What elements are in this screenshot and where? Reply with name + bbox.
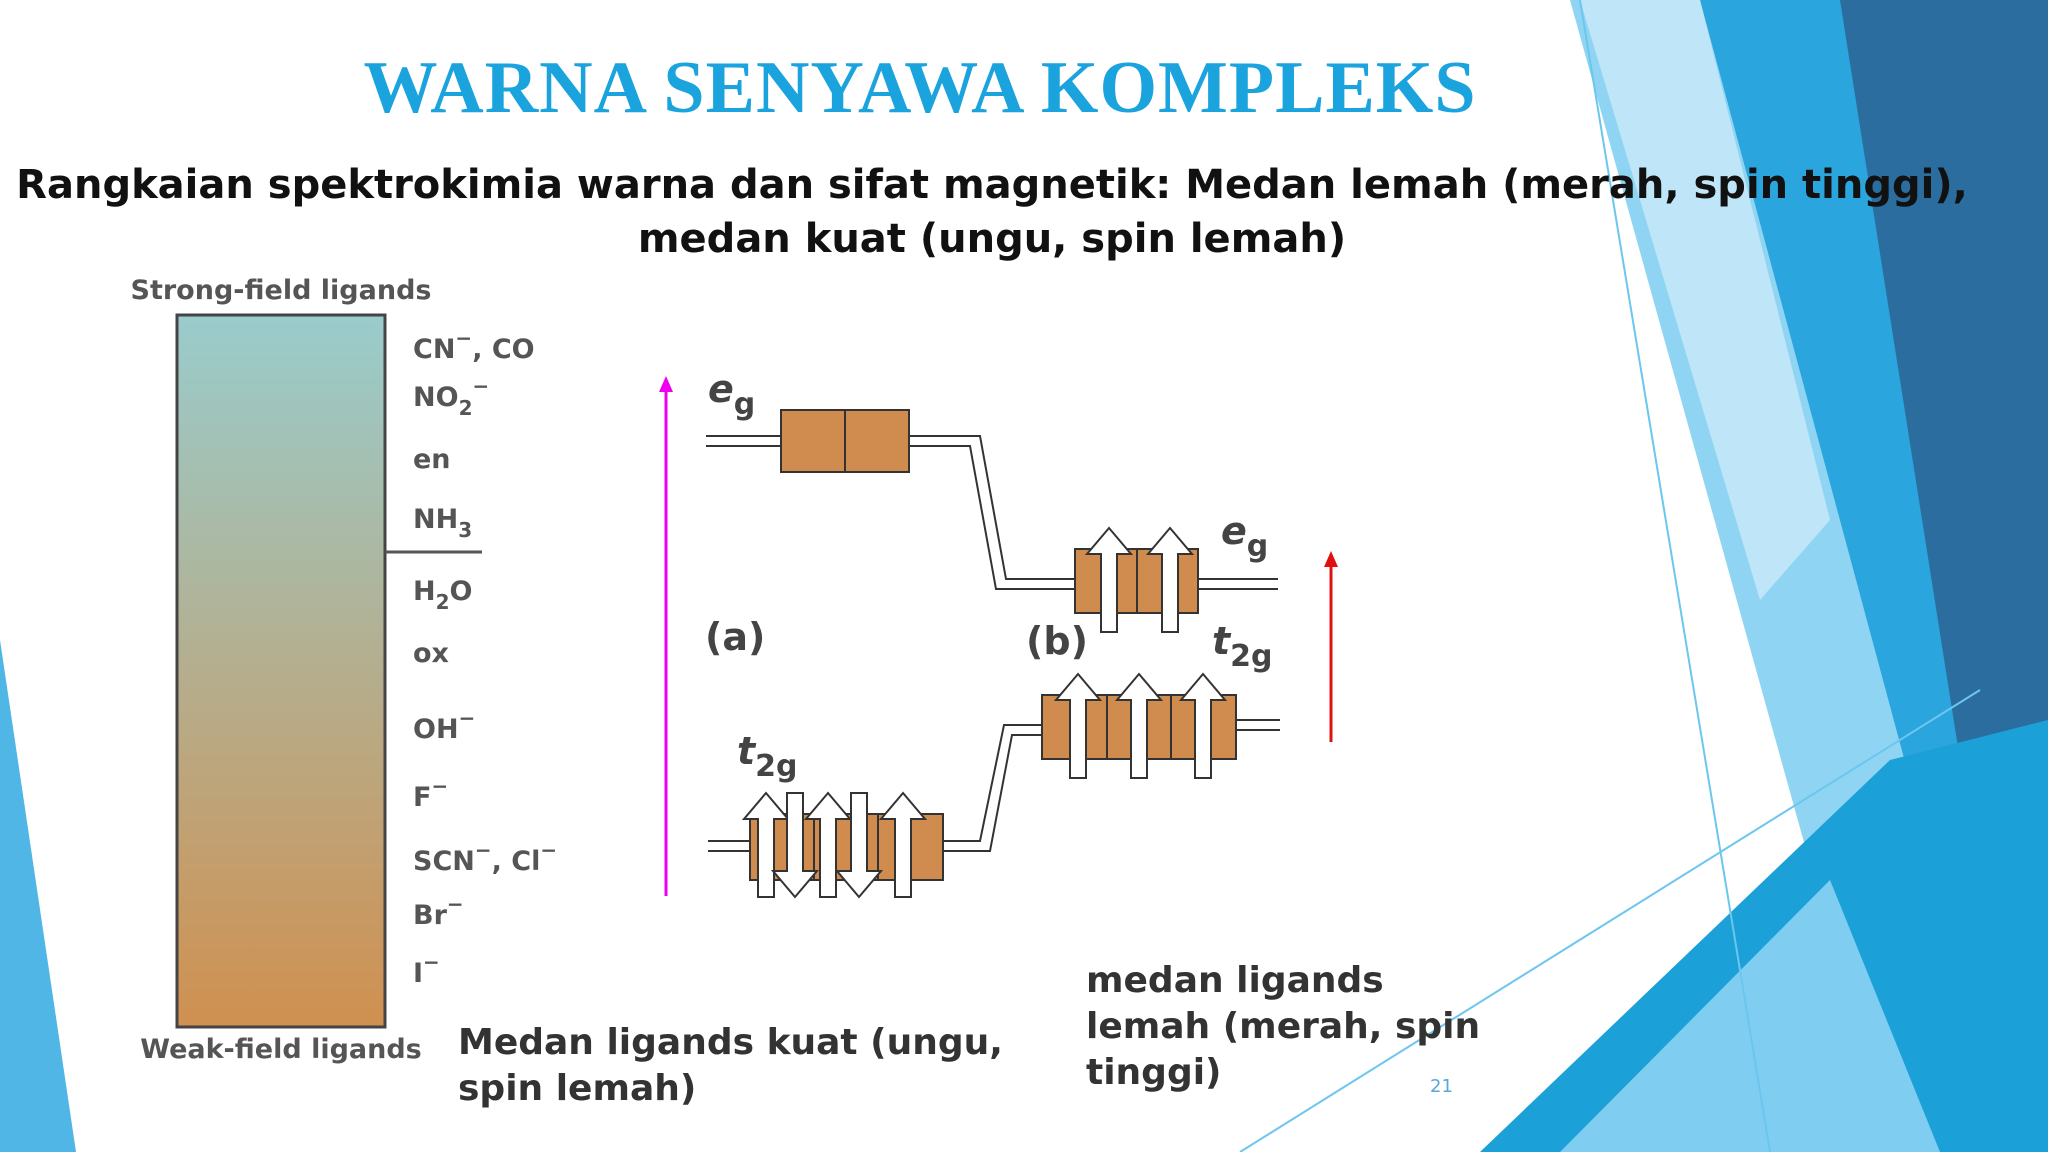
strong-field-arrowhead <box>659 376 673 392</box>
t2g-label-b: $t_{2g}$ <box>1212 619 1273 674</box>
ligand-0: CN−, CO <box>413 326 535 365</box>
ligand-10: I− <box>413 950 440 989</box>
weak-field-arrowhead <box>1324 551 1338 567</box>
ligand-5: ox <box>413 638 449 669</box>
spectrochemical-bar <box>177 315 385 1027</box>
ligand-list <box>413 326 557 989</box>
ligand-4: $H_2O$ <box>413 576 473 614</box>
slide-number: 21 <box>1430 1076 1453 1097</box>
t2g-label-a: $t_{2g}$ <box>737 729 798 784</box>
slide-subtitle: Rangkaian spektrokimia warna dan sifat magnetik: Medan lemah (merah, spin tinggi), medan kuat (ungu, spin lemah) <box>16 162 1968 262</box>
weak-field-label: Weak-field ligands <box>140 1034 422 1065</box>
ligand-8: SCN−, Cl− <box>413 838 558 877</box>
case-label-b: (b) <box>1026 619 1088 663</box>
ligand-7: F− <box>413 774 449 813</box>
weak-field-caption: medan ligands lemah (merah, spin tinggi) <box>1086 960 1481 1093</box>
ligand-6: OH− <box>413 706 476 745</box>
slide-title: WARNA SENYAWA KOMPLEKS <box>363 47 1477 129</box>
ligand-3: $NH_3$ <box>413 504 473 542</box>
eg-label-a: $e_g$ <box>708 367 756 422</box>
case-label-a: (a) <box>705 615 766 659</box>
ligand-2: en <box>413 444 451 475</box>
eg-orbitals-a <box>781 410 909 472</box>
strong-field-caption: Medan ligands kuat (ungu, spin lemah) <box>458 1022 1003 1109</box>
ligand-1: $NO_2^-$ <box>413 374 490 420</box>
ligand-9: Br− <box>413 892 464 931</box>
eg-orbitals-b <box>1075 549 1198 613</box>
eg-label-b: $e_g$ <box>1221 509 1269 564</box>
strong-field-label: Strong-field ligands <box>130 275 432 306</box>
